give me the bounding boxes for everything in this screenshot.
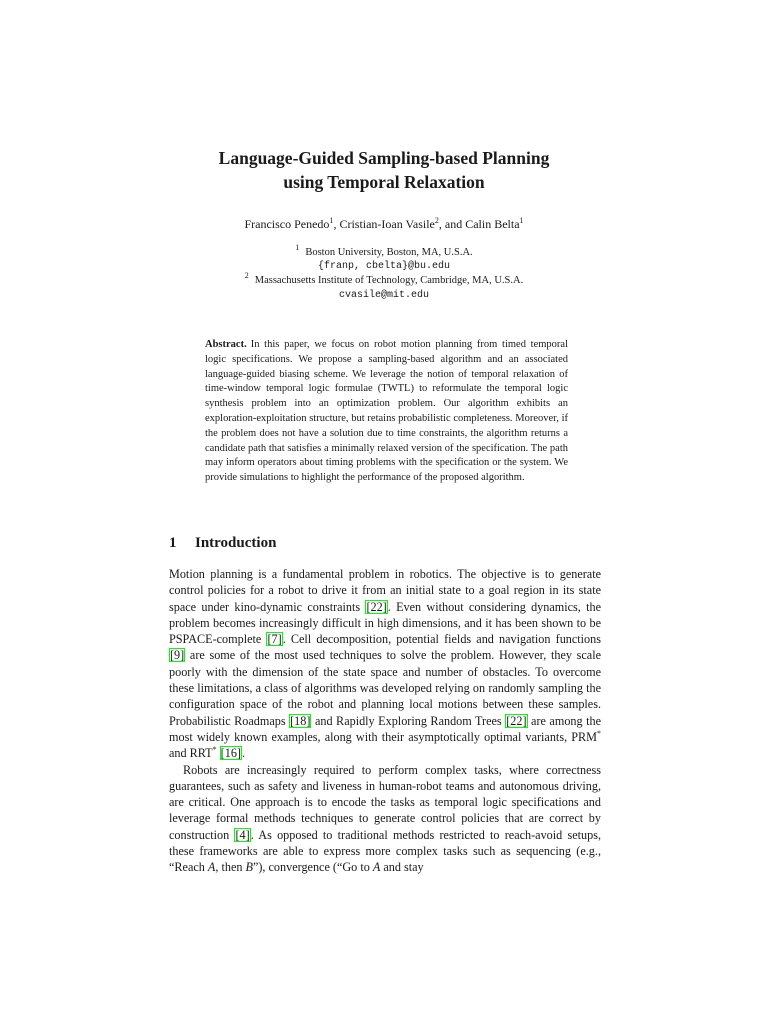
- affiliation-text: Boston University, Boston, MA, U.S.A.: [305, 247, 473, 258]
- body-text: . Even without considering dynamics, the problem becomes increasingly difficult in high dimensions, and it has been shown to be PSPACE-complete: [169, 599, 601, 647]
- abstract-text: In this paper, we focus on robot motion planning from timed temporal logic specifications. We propose a sampling-based algorithm and an associated language-guided biasing scheme. We leverage the notion of temporal relaxation of time-window temporal logic formulae (TWTL) to reformulate the temporal logic synthesis problem into an optimization problem. Our algorithm exhibits an exploration-exploitation structure, but retains probabilistic completeness. Moreover, if the problem does not have a solution due to time constraints, the algorithm returns a candidate path that satisfies a minimally relaxed version of the specification. The path may inform operators about timing problems with the specification or the system. We provide simulations to highlight the performance of the proposed algorithm.: [205, 339, 568, 484]
- paragraph: [169, 762, 601, 876]
- section-heading: [169, 533, 601, 553]
- affiliation-mark: 2: [434, 216, 439, 225]
- affiliation-mark: 2: [244, 271, 249, 281]
- affiliation-mark: 1: [295, 243, 300, 252]
- title-line-2: using Temporal Relaxation: [283, 172, 485, 192]
- affiliation-name: [0, 243, 768, 260]
- author-name: Calin Belta: [465, 217, 520, 231]
- body-text: Motion planning is a fundamental problem in robotics. The objective is to generate control policies for a robot to drive it from an initial state to a goal region in its state space under kino-dynamic constraints: [169, 567, 601, 614]
- citation-link[interactable]: [4]: [235, 827, 250, 842]
- section-number: 1: [169, 535, 177, 551]
- math-variable: A: [207, 860, 216, 875]
- author-separator: ,: [333, 217, 340, 231]
- author-name: Cristian-Ioan Vasile: [339, 217, 435, 231]
- affiliation-name: [0, 271, 768, 288]
- math-variable: A: [372, 860, 381, 875]
- body-text: . Cell decomposition, potential fields and navigation functions: [282, 632, 601, 647]
- abstract: [205, 338, 568, 486]
- superscript-star: *: [212, 745, 217, 755]
- citation-link[interactable]: [22]: [366, 599, 387, 614]
- affiliation-mark: 1: [329, 216, 334, 225]
- body-text: Robots are increasingly required to perform complex tasks, where correctness guarantees, such as safety and liveness in human-robot teams and autonomous driving, are critical. One approach is to encode the tasks as temporal logic specifications and leverage formal methods techniques to generate control policies that are correct by construction: [169, 762, 601, 842]
- paper-title: [0, 146, 768, 194]
- body-text: and Rapidly Exploring Random Trees: [311, 713, 506, 728]
- body-text: are among the most widely known examples, along with their asymptotically optimal variants, PRM: [169, 713, 602, 744]
- body-text: and stay: [380, 860, 424, 875]
- superscript-star: *: [597, 728, 601, 738]
- math-variable: B: [245, 860, 253, 875]
- citation-link[interactable]: [18]: [290, 713, 311, 728]
- citation-link[interactable]: [9]: [170, 648, 185, 663]
- body-text: . As opposed to traditional methods restricted to reach-avoid setups, these frameworks are able to express more complex tasks such as sequencing (e.g., “Reach: [169, 827, 602, 875]
- affiliation-mark: 1: [519, 216, 524, 225]
- paragraph: [169, 566, 601, 762]
- title-line-1: Language-Guided Sampling-based Planning: [218, 148, 550, 168]
- affiliation-email: {franp, cbelta}@bu.edu: [317, 261, 451, 273]
- author-list: [0, 216, 768, 232]
- body-text: .: [241, 746, 246, 761]
- author-separator: , and: [438, 217, 466, 231]
- affiliation-text: Massachusetts Institute of Technology, Cambridge, MA, U.S.A.: [254, 275, 524, 287]
- citation-link[interactable]: [16]: [220, 746, 241, 761]
- body-text: , then: [215, 860, 246, 875]
- citation-link[interactable]: [22]: [506, 713, 527, 728]
- body-text: and RRT: [169, 746, 213, 761]
- affiliations: [0, 243, 768, 303]
- author-name: Francisco Penedo: [244, 217, 330, 231]
- abstract-label: Abstract.: [205, 339, 247, 350]
- body-text: are some of the most used techniques to solve the problem. However, they scale poorly with the dimension of the state space and number of obstacles. To overcome these limitations, a class of algorithms was developed relying on randomly sampling the configuration space of the robot and planning local motions between these samples. Probabilistic Roadmaps: [169, 648, 601, 728]
- section-title: Introduction: [195, 535, 277, 551]
- affiliation-email: cvasile@mit.edu: [338, 289, 429, 301]
- body-text: ”), convergence (“Go to: [252, 860, 373, 875]
- citation-link[interactable]: [7]: [267, 632, 282, 647]
- section-body: [169, 566, 601, 876]
